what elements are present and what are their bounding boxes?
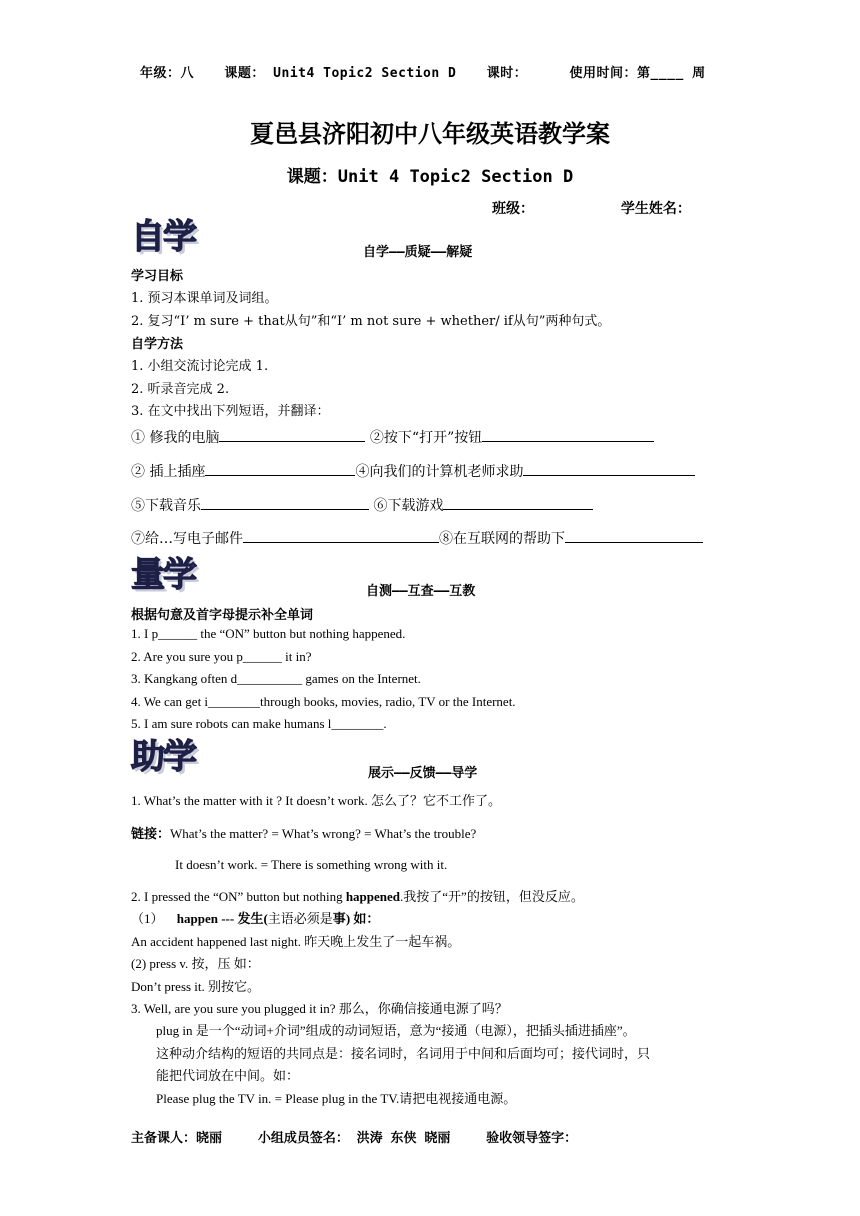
- exercise-item: 2. Are you sure you p______ it in?: [131, 649, 312, 664]
- link-text: What’s the matter? = What’s wrong? = What’s the trouble?: [170, 826, 477, 841]
- members-label: 小组成员签名： 洪涛 东侠 晓丽: [257, 1131, 451, 1146]
- exercise-item: 1. I p______ the “ON” button but nothing happened.: [131, 626, 406, 641]
- link-line: [131, 823, 476, 842]
- page-title: 夏邑县济阳初中八年级英语教学案: [250, 120, 610, 148]
- note-paragraph: 3. Well, are you sure you plugged it in? 那么，你确信接通电源了吗？: [131, 1001, 508, 1016]
- goals-title: 学习目标: [131, 269, 184, 284]
- phrase-text: ⑦给…写电子邮件: [131, 531, 243, 547]
- goal-item: 1. 预习本课单词及词组。: [131, 291, 278, 306]
- liangxue-heading: 自测——互查——互教: [366, 584, 476, 599]
- note-subitem: (2) press v. 按，压 如：: [131, 956, 260, 971]
- signature-line: [131, 1127, 605, 1146]
- phrase-row: [131, 495, 593, 515]
- period-label: 课时：: [486, 66, 528, 81]
- page-subtitle: 课题：Unit 4 Topic2 Section D: [286, 167, 574, 187]
- liangxue-instruction: 根据句意及首字母提示补全单词: [131, 608, 314, 623]
- leader-label: 验收领导签字：: [486, 1131, 578, 1146]
- text-run: 2. I pressed the “ON” button but nothing: [131, 889, 346, 904]
- class-name-line: [492, 198, 691, 218]
- phrase-row: [131, 461, 695, 481]
- grade-label: 年级：八: [140, 66, 195, 81]
- topic-label: 课题： Unit4 Topic2 Section D: [224, 66, 457, 81]
- note-paragraph: [131, 886, 584, 905]
- phrase-text: ②按下“打开”按钮: [369, 430, 483, 446]
- example-line: Don’t press it. 别按它。: [131, 979, 261, 994]
- method-item: 2. 听录音完成 2.: [131, 382, 230, 397]
- answer-blank[interactable]: [219, 428, 365, 442]
- explanation-line: 这种动介结构的短语的共同点是：接名词时，名词用于中间和后面均可；接代词时，只: [156, 1046, 651, 1061]
- phrase-text: ④向我们的计算机老师求助: [355, 464, 524, 480]
- answer-blank[interactable]: [565, 529, 703, 543]
- phrase-text: ⑧在互联网的帮助下: [439, 531, 565, 547]
- exercise-item: 3. Kangkang often d__________ games on the Internet.: [131, 671, 421, 686]
- phrase-row: [131, 528, 703, 548]
- exercise-item: 5. I am sure robots can make humans l________.: [131, 716, 387, 731]
- phrase-row: [131, 427, 654, 447]
- student-name-label: 学生姓名：: [620, 201, 691, 217]
- zixue-heading: 自学——质疑——解疑: [363, 245, 473, 260]
- answer-blank[interactable]: [201, 496, 369, 510]
- zhuxue-badge: 助学: [131, 737, 195, 777]
- zixue-badge: 自学: [131, 217, 195, 257]
- exercise-item: 4. We can get i________through books, movies, radio, TV or the Internet.: [131, 694, 516, 709]
- preparer-label: 主备课人：晓丽: [131, 1131, 223, 1146]
- text-run: （1）: [131, 911, 164, 926]
- note-subitem: [131, 908, 379, 927]
- answer-blank[interactable]: [443, 496, 593, 510]
- methods-title: 自学方法: [131, 337, 184, 352]
- link-line-2: It doesn’t work. = There is something wrong with it.: [175, 857, 448, 872]
- phrase-text: ⑤下载音乐: [131, 498, 201, 514]
- goal-item: 2. 复习“I’ m sure + that从句”和“I’ m not sure + whether/ if从句”两种句式。: [131, 314, 611, 329]
- phrase-text: ① 修我的电脑: [131, 430, 220, 446]
- class-label: 班级：: [492, 201, 534, 217]
- keyword: happened: [345, 889, 401, 904]
- example-line: An accident happened last night. 昨天晚上发生了一起车祸。: [131, 934, 461, 949]
- explanation-line: 能把代词放在中间。如：: [156, 1068, 300, 1083]
- zhuxue-heading: 展示——反馈——导学: [368, 766, 478, 781]
- example-line: Please plug the TV in. = Please plug in the TV.请把电视接通电源。: [156, 1091, 517, 1106]
- method-item: 1. 小组交流讨论完成 1.: [131, 359, 269, 374]
- explanation-line: plug in 是一个“动词+介词”组成的动词短语，意为“接通（电源），把插头插进插座”。: [156, 1023, 636, 1038]
- answer-blank[interactable]: [205, 462, 355, 476]
- answer-blank[interactable]: [243, 529, 439, 543]
- liangxue-badge: 量学: [131, 555, 195, 595]
- usage-time-label: 使用时间：第____ 周: [569, 66, 706, 81]
- method-item: 3. 在文中找出下列短语，并翻译：: [131, 404, 330, 419]
- text-run: ) 如：: [345, 911, 380, 926]
- text-run: .我按了“开”的按钮，但没反应。: [400, 889, 584, 904]
- keyword: happen --- 发生(: [176, 911, 268, 926]
- phrase-text: ② 插上插座: [131, 464, 206, 480]
- keyword: 事: [332, 911, 346, 926]
- answer-blank[interactable]: [482, 428, 654, 442]
- answer-blank[interactable]: [523, 462, 695, 476]
- phrase-text: ⑥下载游戏: [373, 498, 444, 514]
- text-run: 主语必须是: [267, 911, 333, 926]
- link-label: 链接：: [131, 826, 171, 841]
- note-paragraph: 1. What’s the matter with it ? It doesn’t work. 怎么了？它不工作了。: [131, 793, 501, 808]
- header-meta: [140, 62, 728, 81]
